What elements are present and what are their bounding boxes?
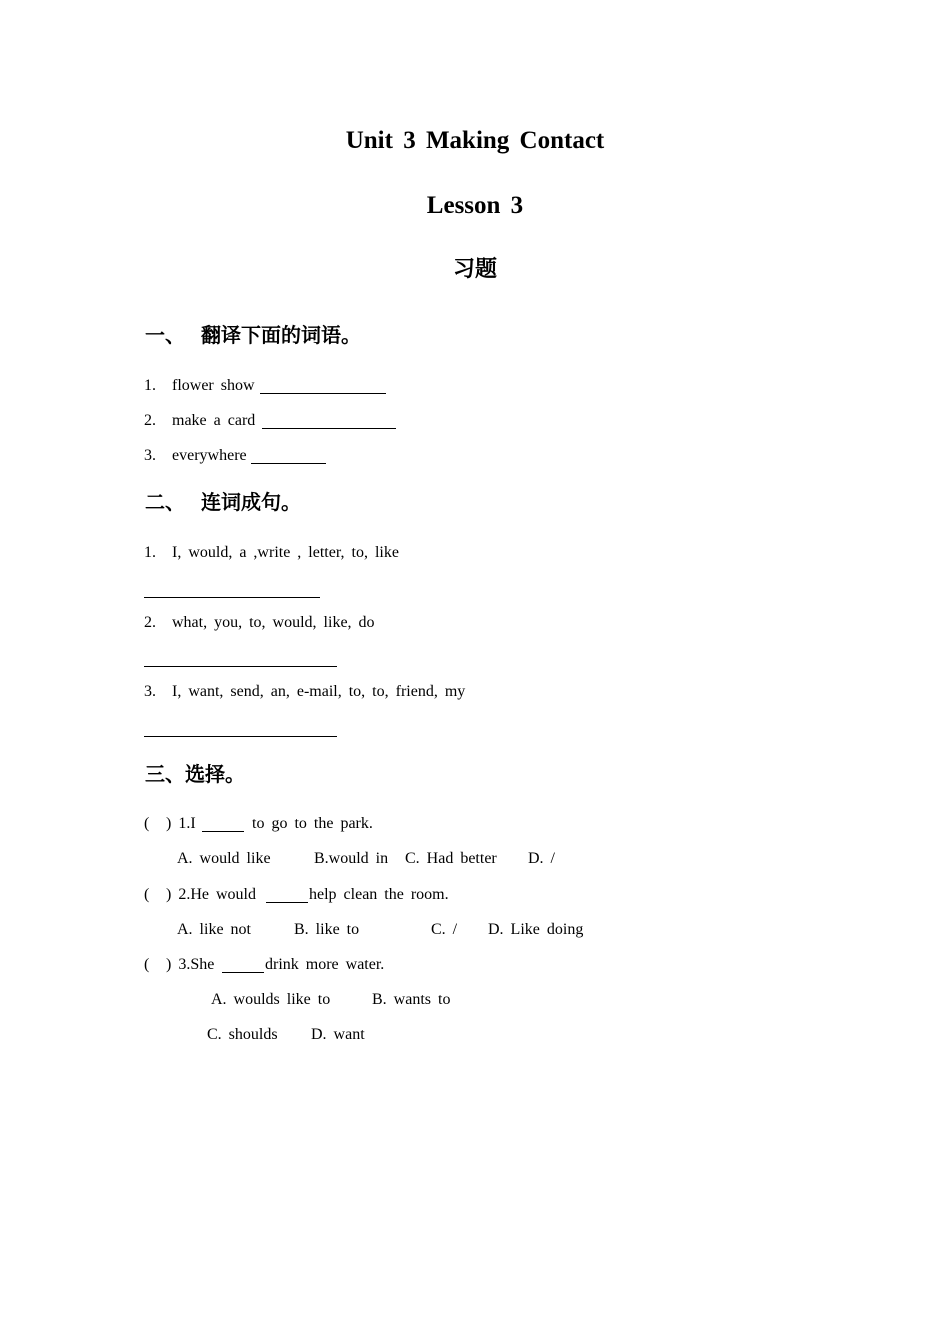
- item-number: 1.: [144, 544, 156, 561]
- option-d[interactable]: D. /: [528, 850, 555, 867]
- item-text: what, you, to, would, like, do: [172, 614, 375, 631]
- item-number: 3.: [144, 447, 156, 464]
- item-number: 3.: [144, 683, 156, 700]
- section-1-heading-number: 一、: [145, 323, 185, 347]
- section-3-heading: 三、选择。: [145, 762, 245, 786]
- section-1-heading: 翻译下面的词语。: [201, 323, 361, 347]
- option-b[interactable]: B.would in: [314, 850, 389, 867]
- question-stem: ) 1.I: [166, 815, 196, 832]
- unit-title: Unit 3 Making Contact: [345, 127, 605, 154]
- answer-line[interactable]: [144, 666, 337, 667]
- question-stem: drink more water.: [265, 956, 385, 973]
- question-stem: to go to the park.: [252, 815, 373, 832]
- question-stem: help clean the room.: [309, 886, 449, 903]
- answer-bracket[interactable]: (: [144, 956, 150, 973]
- item-text: I, want, send, an, e-mail, to, to, friend, my: [172, 683, 466, 700]
- item-text: I, would, a ,write , letter, to, like: [172, 544, 399, 561]
- answer-blank[interactable]: [251, 463, 326, 464]
- answer-bracket[interactable]: (: [144, 886, 150, 903]
- option-a[interactable]: A. would like: [177, 850, 271, 867]
- section-2-heading-number: 二、: [145, 490, 185, 514]
- option-d[interactable]: D. Like doing: [488, 921, 584, 938]
- exercise-subtitle: 习题: [452, 257, 497, 282]
- item-number: 1.: [144, 377, 156, 394]
- item-text: flower show: [172, 377, 255, 394]
- option-b[interactable]: B. wants to: [372, 991, 451, 1008]
- lesson-title: Lesson 3: [426, 192, 524, 219]
- item-number: 2.: [144, 614, 156, 631]
- question-blank: [222, 972, 264, 973]
- answer-bracket[interactable]: (: [144, 815, 150, 832]
- item-text: make a card: [172, 412, 256, 429]
- item-text: everywhere: [172, 447, 247, 464]
- answer-blank[interactable]: [260, 393, 386, 394]
- answer-blank[interactable]: [262, 428, 396, 429]
- question-stem: ) 3.She: [166, 956, 215, 973]
- question-blank: [202, 831, 244, 832]
- option-c[interactable]: C. shoulds: [207, 1026, 278, 1043]
- option-c[interactable]: C. /: [431, 921, 458, 938]
- option-c[interactable]: C. Had better: [405, 850, 497, 867]
- item-number: 2.: [144, 412, 156, 429]
- option-b[interactable]: B. like to: [294, 921, 360, 938]
- option-d[interactable]: D. want: [311, 1026, 365, 1043]
- option-a[interactable]: A. like not: [177, 921, 251, 938]
- section-2-heading: 连词成句。: [201, 490, 301, 514]
- answer-line[interactable]: [144, 736, 337, 737]
- question-blank: [266, 902, 308, 903]
- answer-line[interactable]: [144, 597, 320, 598]
- question-stem: ) 2.He would: [166, 886, 256, 903]
- option-a[interactable]: A. woulds like to: [211, 991, 331, 1008]
